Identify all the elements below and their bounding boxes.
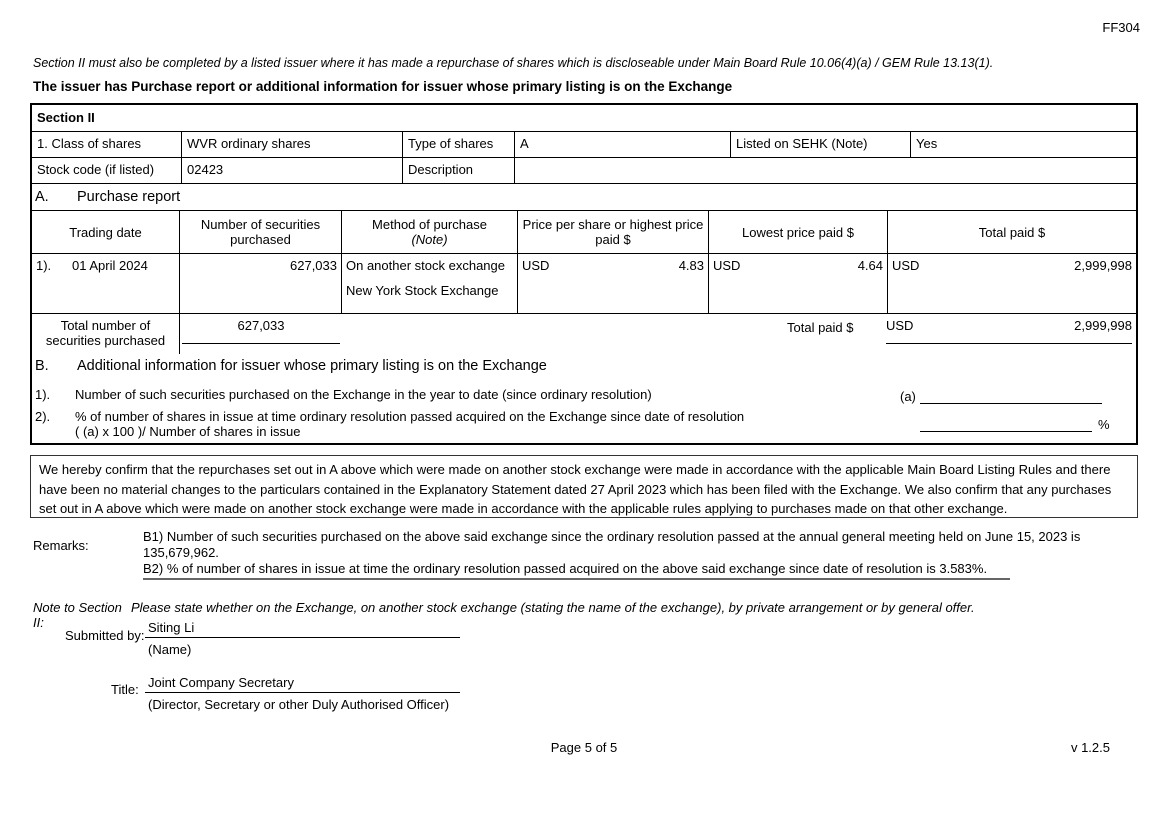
type-of-shares-label: Type of shares (403, 132, 515, 157)
part-b-section (32, 355, 1136, 445)
part-b-letter: B. (35, 358, 49, 374)
submitted-by-signature-line (145, 622, 460, 638)
lowest-currency: USD (713, 258, 741, 273)
part-b-item-1 (35, 387, 652, 402)
remarks-line-3: B2) % of number of shares in issue at time the ordinary resolution passed acquired on the above said exchange since date of resolution is 3.583%. (143, 561, 1010, 580)
title-caption: (Director, Secretary or other Duly Authorised Officer) (148, 697, 450, 712)
title-signature-line (145, 677, 460, 693)
trading-date-cell (32, 254, 180, 313)
submitted-by-value: Siting Li (148, 620, 195, 635)
item-2-percent-sign: % (1098, 417, 1110, 432)
item-2-blank-line (920, 417, 1092, 432)
col-number-purchased: Number of securities purchased (180, 211, 342, 253)
item-1-ref-a: (a) (900, 389, 916, 404)
part-a-title: Purchase report (77, 189, 181, 205)
class-of-shares-row (32, 132, 1136, 158)
col-price-per-share: Price per share or highest price paid $ (518, 211, 709, 253)
remarks-body (143, 529, 1080, 580)
page-title: The issuer has Purchase report or additional information for issuer whose primary listing is on the Exchange (33, 79, 733, 94)
class-of-shares-label: 1. Class of shares (32, 132, 182, 157)
section2-table (30, 103, 1138, 445)
submitted-by-label: Submitted by: (65, 628, 145, 643)
section2-header: Section II (32, 105, 1136, 132)
item-2-text: % of number of shares in issue at time ordinary resolution passed acquired on the Exchange since date of resolution ( (a) x 100 )/ Number of shares in issue (75, 409, 745, 439)
total-number-value: 627,033 (182, 318, 340, 344)
title-value: Joint Company Secretary (148, 675, 294, 690)
price-value: 4.83 (678, 258, 704, 273)
page-number: Page 5 of 5 (550, 740, 618, 755)
part-a-heading (32, 184, 1136, 210)
col-lowest-price: Lowest price paid $ (709, 211, 888, 253)
total-paid-amount (886, 318, 1132, 344)
remarks-section (33, 529, 1080, 580)
stock-code-value: 02423 (182, 158, 403, 183)
method-line-2: New York Stock Exchange (346, 283, 499, 298)
purchase-table-total-row (32, 314, 1136, 354)
type-of-shares-value: A (515, 132, 731, 157)
item-2-index: 2). (35, 409, 51, 424)
purchase-table-row (32, 254, 1136, 314)
stock-code-label: Stock code (if listed) (32, 158, 182, 183)
purchase-table-header (32, 210, 1136, 254)
col-total-paid: Total paid $ (978, 224, 1046, 240)
method-of-purchase-cell (342, 254, 518, 313)
confirmation-statement: We hereby confirm that the repurchases set out in A above which were made on another stock exchange were made in accordance with the applicable Main Board Listing Rules and there have been no material changes to the particulars contained in the Explanatory Statement dated 27 April 2023 which has been filed with the Exchange. We also confirm that any purchases set out in A above which were made on another stock exchange were made in accordance with the applicable rules applying to purchases made on that other exchange. (30, 455, 1138, 518)
name-caption: (Name) (148, 642, 192, 657)
total-paid-summary-cell (342, 314, 1136, 354)
method-line-1: On another stock exchange (346, 258, 505, 273)
col-method-of-purchase: Method of purchase (Note) (342, 211, 518, 253)
note-text: Please state whether on the Exchange, on another stock exchange (stating the name of the exchange), by private arrangement or by general offer. (131, 600, 975, 615)
class-of-shares-value: WVR ordinary shares (182, 132, 403, 157)
col-method-note: (Note) (411, 232, 448, 247)
title-label: Title: (111, 682, 139, 697)
item-1-text: Number of such securities purchased on the Exchange in the year to date (since ordinary resolution) (75, 387, 652, 402)
remarks-label: Remarks: (33, 538, 89, 553)
col-trading-date: Trading date (32, 211, 180, 253)
price-currency: USD (522, 258, 550, 273)
description-value (515, 158, 1136, 183)
description-label: Description (403, 158, 515, 183)
total-number-label: Total number of securities purchased (32, 314, 180, 354)
total-paid-label: Total paid $ (787, 320, 854, 335)
form-code: FF304 (1102, 20, 1140, 35)
section2-instruction-note: Section II must also be completed by a listed issuer where it has made a repurchase of shares which is discloseable under Main Board Rule 10.06(4)(a) / GEM Rule 13.13(1). (33, 56, 994, 70)
total-paid-value: 2,999,998 (1074, 318, 1132, 333)
note-label: Note to Section II: (33, 600, 122, 630)
number-purchased-cell: 627,033 (180, 254, 342, 313)
lowest-value: 4.64 (857, 258, 883, 273)
part-b-title: Additional information for issuer whose primary listing is on the Exchange (77, 358, 547, 374)
lowest-price-cell (709, 254, 888, 313)
total-number-cell (180, 314, 342, 354)
trading-date-value: 01 April 2024 (72, 258, 148, 273)
remarks-line-2: 135,679,962. (143, 545, 219, 560)
part-a-letter: A. (35, 189, 49, 205)
total-paid-currency: USD (886, 318, 914, 333)
row-index: 1). (36, 258, 52, 273)
form-version: v 1.2.5 (1070, 740, 1110, 755)
part-b-item-2 (35, 409, 744, 439)
total-value: 2,999,998 (1074, 258, 1132, 273)
listed-on-sehk-value: Yes (916, 136, 938, 151)
item-1-blank-line (920, 389, 1102, 404)
remarks-line-1: B1) Number of such securities purchased on the above said exchange since the ordinary resolution passed at the annual general meeting held on June 15, 2023 is (143, 529, 1081, 544)
part-b-heading (35, 358, 547, 374)
item-1-index: 1). (35, 387, 51, 402)
total-paid-cell (888, 254, 1136, 313)
price-per-share-cell (518, 254, 709, 313)
listed-on-sehk-label: Listed on SEHK (Note) (731, 132, 911, 157)
stock-code-row (32, 158, 1136, 184)
total-currency: USD (892, 258, 920, 273)
